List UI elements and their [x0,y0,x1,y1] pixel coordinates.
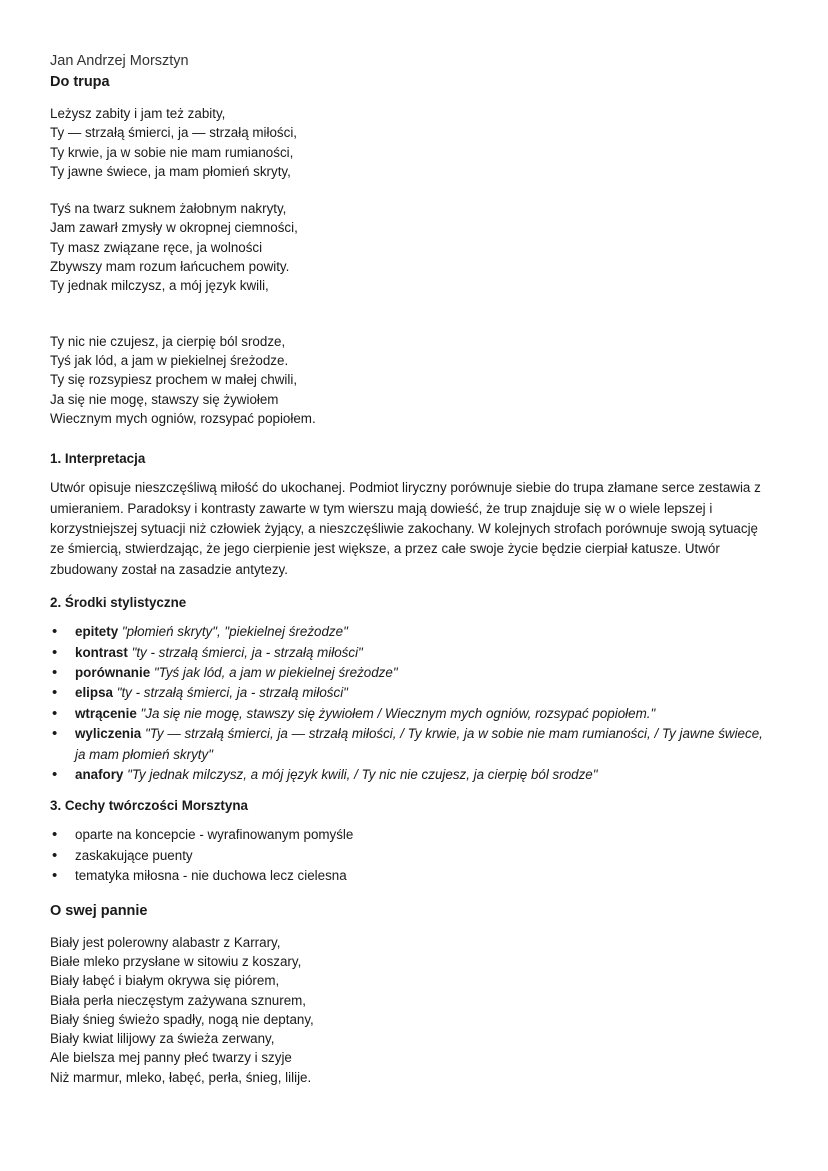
list-item: • tematyka miłosna - nie duchowa lecz cielesna [50,866,768,886]
list-item [50,724,768,765]
section-heading-srodki: 2. Środki stylistyczne [50,595,187,611]
poem-line: Jam zawarł zmysły w okropnej ciemności, [50,220,298,236]
device-quote: "Ty — strzałą śmierci, ja — strzałą miłości, / Ty krwie, ja w sobie nie mam rumianości, / Ty jawne świece, ja mam płomień skryty" [75,726,763,762]
list-item [50,765,768,785]
features-list [50,825,768,886]
device-quote: "Tyś jak lód, a jam w piekielnej śreżodze" [153,665,398,680]
device-quote: "Ty jednak milczysz, a mój język kwili, / Ty nic nie czujesz, ja cierpię ból srodze" [127,767,598,783]
device-term: kontrast [75,644,128,660]
poem-line: Ale bielsza mej panny płeć twarzy i szyje [50,1050,292,1066]
device-quote: "Ja się nie mogę, stawszy się żywiołem / Wiecznym mych ogniów, rozsypać popiołem." [140,705,656,721]
poem-line: Ty — strzałą śmierci, ja — strzałą miłości, [50,125,298,141]
poem-line: Białe mleko przysłane w sitowiu z koszary, [50,953,302,969]
device-term: epitety [75,624,119,640]
interpretation-paragraph: Utwór opisuje nieszczęśliwą miłość do ukochanej. Podmiot liryczny porównuje siebie do trupa złamane serce zestawia z umieraniem. Paradoksy i kontrasty zawarte w tym wierszu mają dowieść, że trup znajduje się w o wiele lepszej i korzystniejszej sytuacji niż człowiek żyjący, a nieszczęśliwie zakochany. W kolejnych strofach porównuje swoją sytuację ze śmiercią, stwierdzając, że jego cierpienie jest większe, a przez całe swoje życie będzie cierpiał katusze. Utwór zbudowany został na zasadzie antytezy. [50,480,761,577]
poem-line: Biały śnieg świeżo spadły, nogą nie deptany, [50,1011,314,1027]
section-heading-interpretacja: 1. Interpretacja [50,451,146,467]
poem-line: Leżysz zabity i jam też zabity, [50,106,226,121]
poem-line: Biały łabęć i białym okrywa się piórem, [50,973,280,989]
poem-line: Ty się rozsypiesz prochem w małej chwili, [50,372,298,388]
list-item: • oparte na koncepcie - wyrafinowanym pomyśle [50,825,768,845]
device-quote: "ty - strzałą śmierci, ja - strzałą miłości" [131,644,363,660]
poem-title: Do trupa [50,74,110,90]
device-term: porównanie [75,665,151,680]
device-term: anafory [75,767,124,783]
list-item [50,663,768,683]
poem-line: Tyś jak lód, a jam w piekielnej śreżodze. [50,352,289,368]
list-item [50,683,768,703]
poem-line: Biały jest polerowny alabastr z Karrary, [50,934,281,950]
section-heading-cechy: 3. Cechy twórczości Morsztyna [50,798,248,814]
stanza-1 [50,104,768,181]
list-item [50,643,768,663]
list-item [50,704,768,724]
poem-line: Ty jednak milczysz, a mój język kwili, [50,278,269,294]
stylistic-devices-list [50,622,768,785]
list-item [50,622,768,642]
device-term: wtrącenie [75,705,137,721]
device-quote: "ty - strzałą śmierci, ja - strzałą miłości" [116,685,348,701]
poem-line: Ty masz związane ręce, ja wolności [50,239,263,255]
poem-line: Ty jawne świece, ja mam płomień skryty, [50,163,291,179]
poem-line: Biały kwiat lilijowy za świeża zerwany, [50,1031,275,1047]
stanza-3 [50,332,768,428]
poem-line: Wiecznym mych ogniów, rozsypać popiołem. [50,410,316,426]
author-name: Jan Andrzej Morsztyn [50,53,189,69]
poem-line: Zbywszy mam rozum łańcuchem powity. [50,259,290,275]
poem-line: Ty nic nie czujesz, ja cierpię ból srodze, [50,333,286,349]
poem-line: Tyś na twarz suknem żałobnym nakryty, [50,201,287,217]
device-quote: "płomień skryty", "piekielnej śreżodze" [121,624,348,640]
list-item: • zaskakujące puenty [50,846,768,866]
device-term: wyliczenia [75,726,142,742]
poem-line: Biała perła nieczęstym zażywana sznurem, [50,992,307,1008]
stanza-2 [50,199,768,295]
poem2-title: O swej pannie [50,902,148,919]
poem-line: Niż marmur, mleko, łabęć, perła, śnieg, lilije. [50,1069,312,1085]
poem-line: Ty krwie, ja w sobie nie mam rumianości, [50,144,294,160]
poem-line: Ja się nie mogę, stawszy się żywiołem [50,391,279,407]
poem2-stanza [50,933,768,1087]
device-term: elipsa [75,685,113,701]
